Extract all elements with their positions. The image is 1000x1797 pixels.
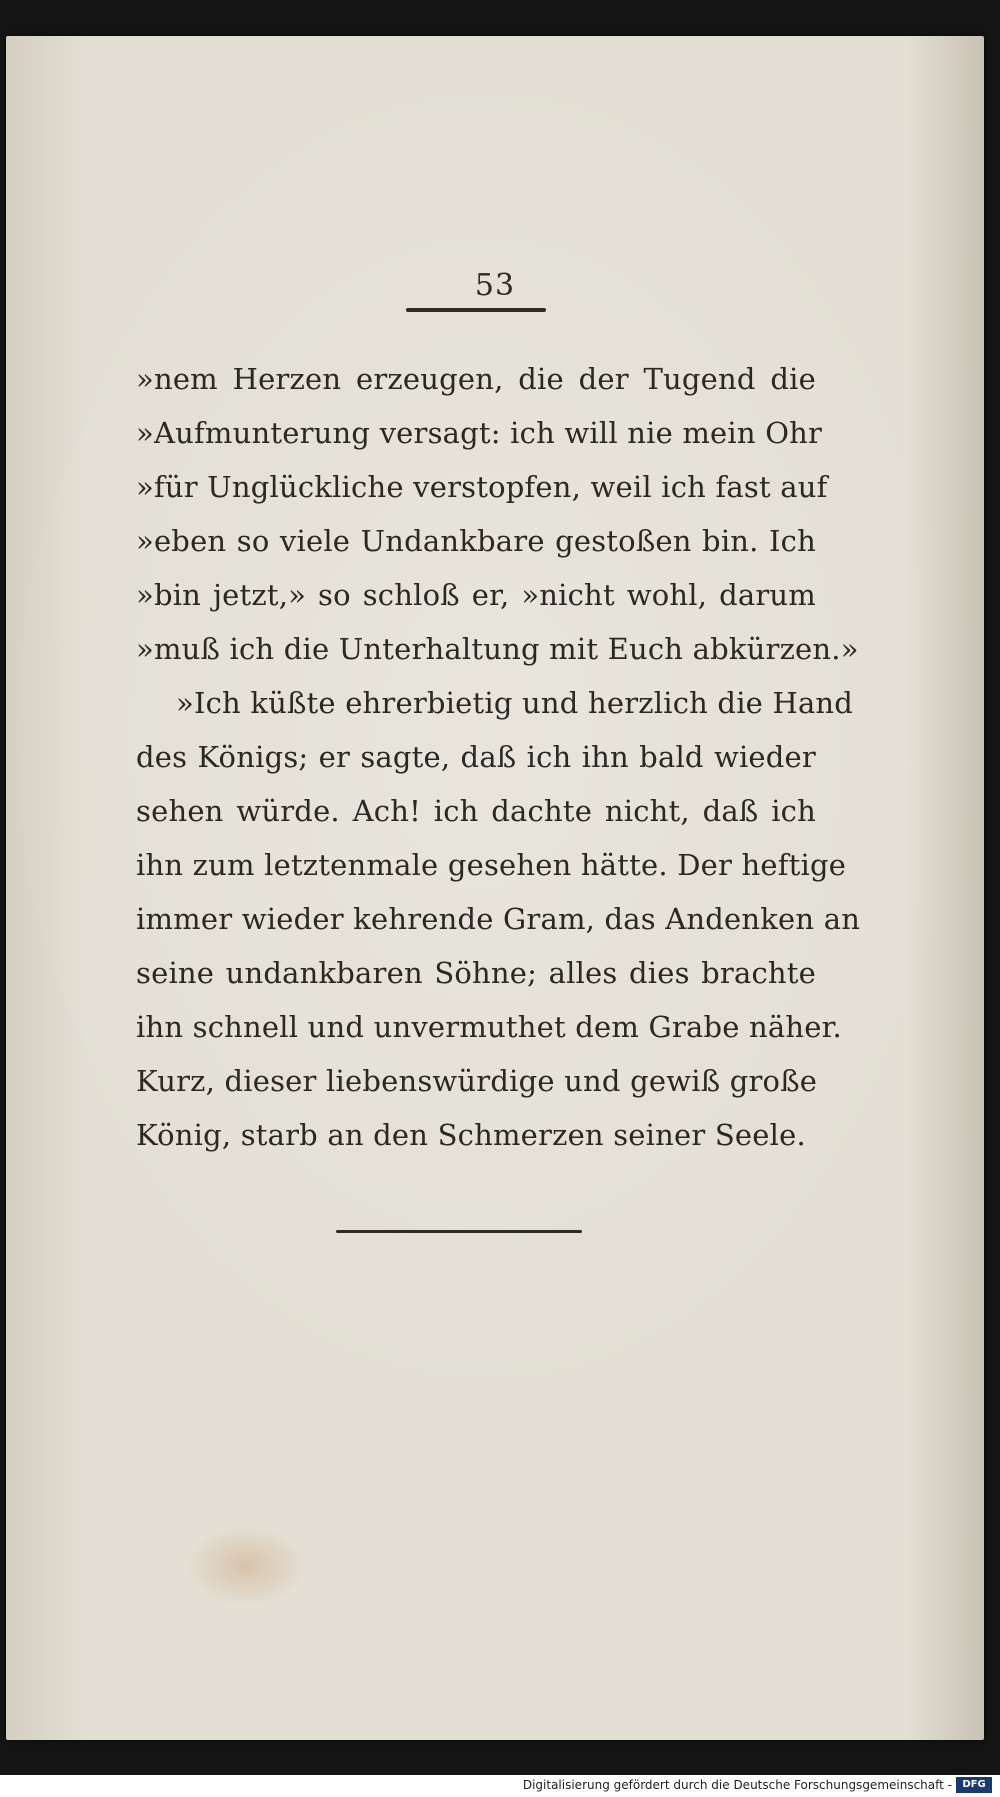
text-line: seine undankbaren Söhne; alles dies brachte xyxy=(136,956,816,990)
text-line: »für Unglückliche verstopfen, weil ich fast auf xyxy=(136,470,828,504)
text-line: »eben so viele Undankbare gestoßen bin. Ich xyxy=(136,524,816,558)
text-line: immer wieder kehrende Gram, das Andenken an xyxy=(136,902,861,936)
text-line: »Aufmunterung versagt: ich will nie mein Ohr xyxy=(136,416,823,450)
book-page xyxy=(6,36,984,1740)
text-line: »nem Herzen erzeugen, die der Tugend die xyxy=(136,362,816,396)
text-line: ihn zum letztenmale gesehen hätte. Der heftige xyxy=(136,848,847,882)
text-line: »muß ich die Unterhaltung mit Euch abkürzen.» xyxy=(136,632,859,666)
footer-bar xyxy=(0,1775,1000,1797)
text-block xyxy=(136,352,861,1162)
closing-rule xyxy=(336,1230,582,1233)
text-line: sehen würde. Ach! ich dachte nicht, daß ich xyxy=(136,794,816,828)
text-line: des Königs; er sagte, daß ich ihn bald wieder xyxy=(136,740,816,774)
dfg-logo: DFG xyxy=(956,1777,992,1793)
page-number: 53 xyxy=(474,268,516,303)
text-line: König, starb an den Schmerzen seiner Seele. xyxy=(136,1118,806,1152)
text-line: »Ich küßte ehrerbietig und herzlich die Hand xyxy=(176,686,854,720)
header-rule xyxy=(406,308,546,312)
text-line: Kurz, dieser liebenswürdige und gewiß große xyxy=(136,1064,818,1098)
text-line: »bin jetzt,» so schloß er, »nicht wohl, darum xyxy=(136,578,816,612)
text-line: ihn schnell und unvermuthet dem Grabe näher. xyxy=(136,1010,842,1044)
footer-credit: Digitalisierung gefördert durch die Deutsche Forschungsgemeinschaft - xyxy=(522,1778,952,1792)
